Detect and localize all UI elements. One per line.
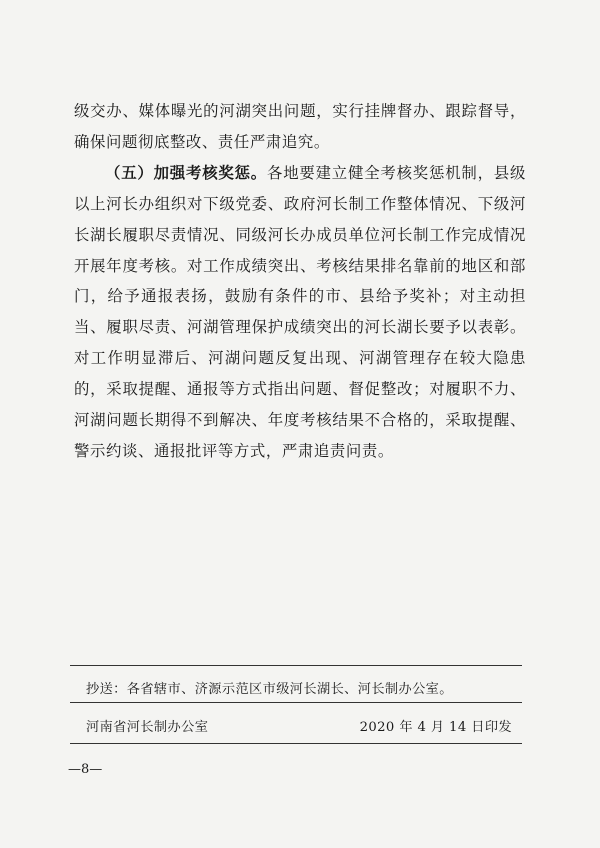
footer-rule-top bbox=[70, 665, 522, 666]
section-heading: （五）加强考核奖惩。 bbox=[105, 163, 267, 182]
section-paragraph bbox=[74, 158, 526, 467]
paragraph-continuation: 级交办、媒体曝光的河湖突出问题，实行挂牌督办、跟踪督导，确保问题彻底整改、责任严肃追究。 bbox=[74, 102, 526, 151]
cc-line: 抄送：各省辖市、济源示范区市级河长湖长、河长制办公室。 bbox=[86, 682, 453, 697]
page-number: —8— bbox=[68, 762, 103, 777]
issuer-name: 河南省河长制办公室 bbox=[86, 720, 209, 735]
footer-rule-bottom bbox=[70, 743, 522, 744]
footer-rule-middle bbox=[70, 702, 522, 703]
body-text bbox=[74, 96, 526, 467]
section-text: 各地要建立健全考核奖惩机制，县级以上河长办组织对下级党委、政府河长制工作整体情况、下级河长湖长履职尽责情况、同级河长办成员单位河长制工作完成情况开展年度考核。对工作成绩突出、考核结果排名靠前的地区和部门，给予通报表扬，鼓励有条件的市、县给予奖补；对主动担当、履职尽责、河湖管理保护成绩突出的河长湖长要予以表彰。对工作明显滞后、河湖问题反复出现、河湖管理存在较大隐患的，采取提醒、通报等方式指出问题、督促整改；对履职不力、河湖问题长期得不到解决、年度考核结果不合格的，采取提醒、警示约谈、通报批评等方式，严肃追责问责。 bbox=[74, 163, 526, 460]
issue-date: 2020 年 4 月 14 日印发 bbox=[359, 720, 512, 735]
